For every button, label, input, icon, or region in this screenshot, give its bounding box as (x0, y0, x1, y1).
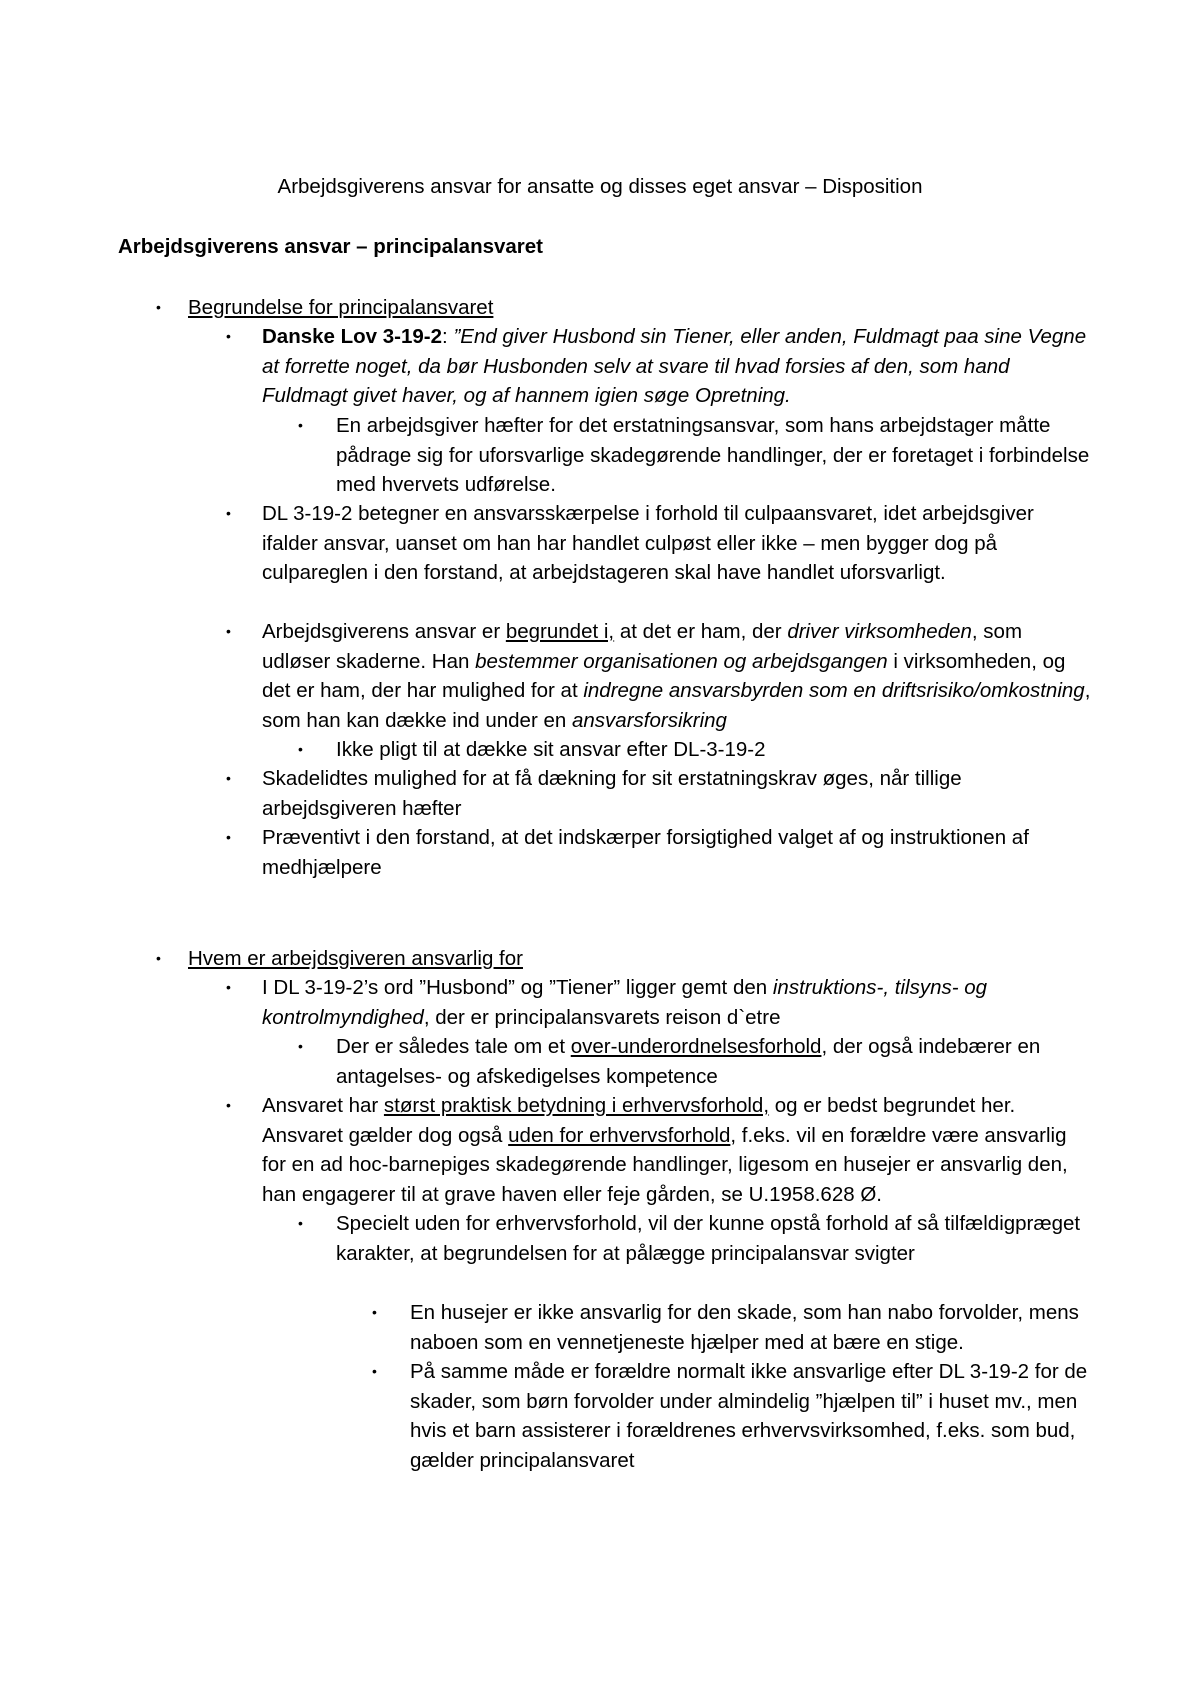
text-fragment: , der også indebærer en antagelses- og afskedigelses kompetence (336, 1035, 1041, 1088)
list-item (298, 1032, 1096, 1091)
list-item (372, 1298, 1100, 1357)
bullet-icon: • (372, 1304, 377, 1320)
text-fragment: uden for erhvervsforhold (508, 1123, 731, 1147)
text-fragment: indregne ansvarsbyrden som en driftsrisiko/omkostning (583, 679, 1085, 702)
text-fragment: over-underordnelsesforhold (570, 1035, 822, 1058)
list-item-text: På samme måde er forældre normalt ikke ansvarlige efter DL 3-19-2 for de skader, som børn forvolder under almindelig ”hjælpen til” i huset mv., men hvis et barn assisterer i forældrenes erhvervsvirksomhed, f.eks. som bud, gælder principalansvaret (410, 1360, 1088, 1472)
text-fragment: instruktions-, tilsyns- og kontrolmyndighed (262, 976, 988, 1029)
list-item-hvem (156, 944, 1088, 974)
law-reference: Danske Lov 3-19-2 (262, 325, 443, 348)
list-item-text: Præventivt i den forstand, at det indskærper forsigtighed valget af og instruktionen af medhjælpere (262, 826, 1029, 879)
text-fragment: I DL 3-19-2’s ord ”Husbond” og ”Tiener” ligger gemt den (262, 976, 773, 999)
list-item (226, 617, 1092, 735)
section-heading: Arbejdsgiverens ansvar – principalansvaret (118, 235, 544, 258)
bullet-icon: • (298, 1215, 303, 1231)
bullet-icon: • (156, 299, 161, 315)
text-fragment: ansvarsforsikring (571, 708, 727, 732)
bullet-icon: • (156, 950, 161, 966)
text-fragment: bestemmer organisationen og arbejdsgangen (475, 649, 888, 673)
bullet-icon: • (372, 1363, 377, 1379)
text-fragment: Ansvaret har (262, 1094, 384, 1117)
list-item (298, 735, 1096, 765)
list-item-text: En husejer er ikke ansvarlig for den skade, som han nabo forvolder, mens naboen som en vennetjeneste hjælper med at bære en stige. (410, 1301, 1079, 1354)
list-item-begrundelse (156, 293, 1088, 323)
text-fragment: : (442, 325, 454, 348)
list-item-text: Ikke pligt til at dække sit ansvar efter DL-3-19-2 (336, 738, 766, 761)
text-fragment: at det er ham, der (614, 620, 788, 643)
list-item-label: Hvem er arbejdsgiveren ansvarlig for (188, 947, 523, 970)
list-item (226, 823, 1092, 882)
bullet-icon: • (226, 623, 231, 639)
list-item (226, 1091, 1092, 1209)
document-title: Arbejdsgiverens ansvar for ansatte og disses eget ansvar – Disposition (277, 175, 923, 198)
bullet-icon: • (298, 741, 303, 757)
bullet-icon: • (298, 1038, 303, 1054)
law-quote: ”End giver Husbond sin Tiener, eller anden, Fuldmagt paa sine Vegne at forrette noget, da bør Husbonden selv at svare til hvad forsies af den, som hand Fuldmagt givet haver, og af hannem igien søge Opretning. (262, 325, 1087, 407)
list-item (298, 411, 1096, 500)
list-item (372, 1357, 1100, 1475)
text-fragment: begrundet i, (505, 620, 615, 643)
list-item-text: DL 3-19-2 betegner en ansvarsskærpelse i forhold til culpaansvaret, idet arbejdsgiver ifalder ansvar, uanset om han har handlet culpøst eller ikke – men bygger dog på culpareglen i den forstand, at arbejdstageren skal have handlet uforsvarligt. (262, 502, 1034, 584)
list-item-text: Specielt uden for erhvervsforhold, vil der kunne opstå forhold af så tilfældigpræget karakter, at begrundelsen for at pålægge principalansvar svigter (336, 1212, 1081, 1265)
bullet-icon: • (226, 829, 231, 845)
list-item (226, 499, 1092, 588)
list-item (226, 973, 1092, 1032)
text-fragment: , der er principalansvarets reison d`etre (423, 1005, 781, 1029)
text-fragment: , f.eks. vil en forældre være ansvarlig for en ad hoc-barnepiges skadegørende handlinger, ligesom en husejer er ansvarlig den, han engagerer til at grave haven eller feje gården, se U.1958.628 Ø. (262, 1123, 1068, 1206)
bullet-icon: • (226, 979, 231, 995)
text-fragment: Der er således tale om et (336, 1035, 571, 1058)
bullet-icon: • (226, 1097, 231, 1113)
list-item (298, 1209, 1096, 1268)
bullet-icon: • (298, 417, 303, 433)
list-item-text: Skadelidtes mulighed for at få dækning for sit erstatningskrav øges, når tillige arbejdsgiveren hæfter (262, 767, 962, 820)
bullet-icon: • (226, 505, 231, 521)
list-item-label: Begrundelse for principalansvaret (188, 296, 494, 319)
bullet-icon: • (226, 770, 231, 786)
text-fragment: og er bedst begrundet her. Ansvaret gælder dog også (262, 1094, 1016, 1147)
text-fragment: Arbejdsgiverens ansvar er (262, 620, 506, 643)
list-item (226, 764, 1092, 823)
list-item (226, 322, 1092, 411)
text-fragment: , som udløser skaderne. Han (262, 620, 1023, 673)
text-fragment: driver virksomheden (787, 620, 972, 643)
bullet-icon: • (226, 328, 231, 344)
list-item-text: En arbejdsgiver hæfter for det erstatningsansvar, som hans arbejdstager måtte pådrage sig for uforsvarlige skadegørende handlinger, der er foretaget i forbindelse med hvervets udførelse. (336, 414, 1090, 496)
text-fragment: størst praktisk betydning i erhvervsforhold, (383, 1094, 770, 1117)
text-fragment: , som han kan dække ind under en (262, 679, 1091, 732)
text-fragment: i virksomheden, og det er ham, der har mulighed for at (262, 649, 1066, 702)
